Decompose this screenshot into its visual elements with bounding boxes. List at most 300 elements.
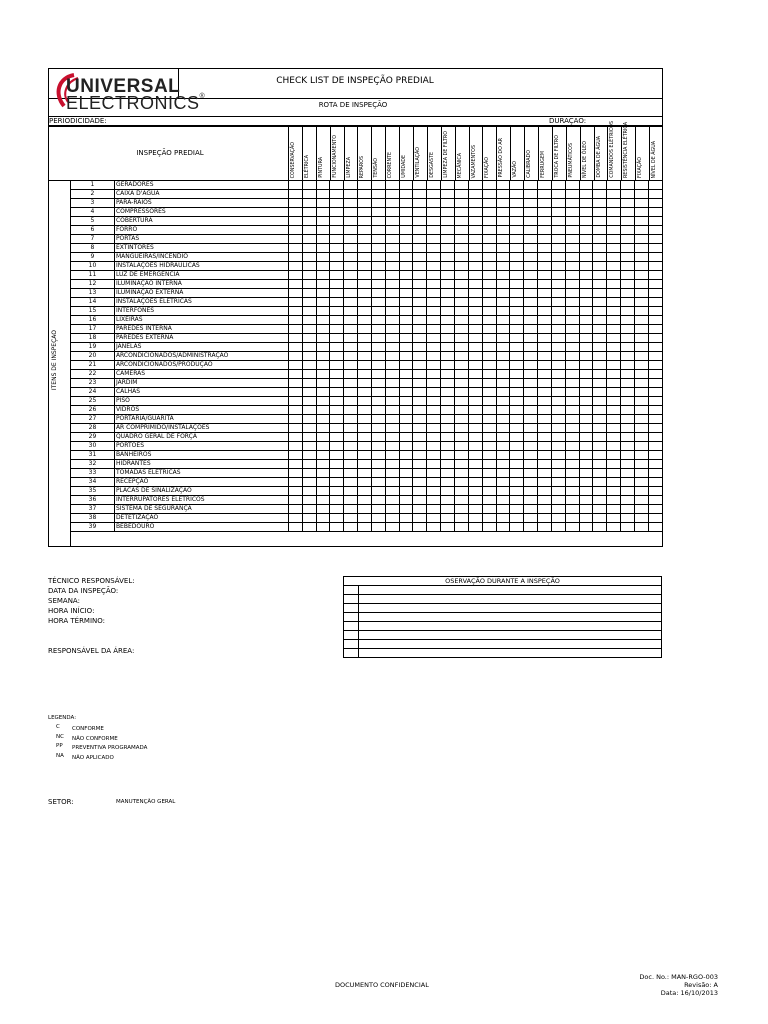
check-cell[interactable] [344, 262, 358, 271]
check-cell[interactable] [510, 235, 524, 244]
check-cell[interactable] [524, 181, 538, 190]
check-cell[interactable] [454, 478, 468, 487]
check-cell[interactable] [330, 271, 344, 280]
check-cell[interactable] [538, 244, 552, 253]
check-cell[interactable] [621, 478, 635, 487]
check-cell[interactable] [482, 370, 496, 379]
check-cell[interactable] [358, 226, 372, 235]
check-cell[interactable] [399, 523, 413, 532]
check-cell[interactable] [413, 415, 427, 424]
check-cell[interactable] [441, 397, 455, 406]
check-cell[interactable] [302, 217, 316, 226]
check-cell[interactable] [302, 289, 316, 298]
check-cell[interactable] [441, 433, 455, 442]
check-cell[interactable] [621, 415, 635, 424]
check-cell[interactable] [482, 361, 496, 370]
check-cell[interactable] [565, 226, 579, 235]
check-cell[interactable] [510, 406, 524, 415]
check-cell[interactable] [454, 280, 468, 289]
check-cell[interactable] [344, 388, 358, 397]
check-cell[interactable] [510, 451, 524, 460]
check-cell[interactable] [302, 253, 316, 262]
check-cell[interactable] [302, 352, 316, 361]
check-cell[interactable] [288, 244, 302, 253]
check-cell[interactable] [538, 370, 552, 379]
check-cell[interactable] [427, 262, 441, 271]
check-cell[interactable] [482, 343, 496, 352]
check-cell[interactable] [524, 460, 538, 469]
check-cell[interactable] [399, 424, 413, 433]
check-cell[interactable] [302, 181, 316, 190]
check-cell[interactable] [538, 289, 552, 298]
check-cell[interactable] [510, 469, 524, 478]
check-cell[interactable] [593, 496, 607, 505]
check-cell[interactable] [524, 487, 538, 496]
check-cell[interactable] [399, 433, 413, 442]
check-cell[interactable] [441, 505, 455, 514]
check-cell[interactable] [621, 325, 635, 334]
check-cell[interactable] [427, 370, 441, 379]
check-cell[interactable] [524, 469, 538, 478]
check-cell[interactable] [302, 415, 316, 424]
check-cell[interactable] [510, 325, 524, 334]
check-cell[interactable] [468, 307, 482, 316]
check-cell[interactable] [482, 217, 496, 226]
check-cell[interactable] [288, 226, 302, 235]
check-cell[interactable] [607, 280, 621, 289]
check-cell[interactable] [468, 244, 482, 253]
check-cell[interactable] [316, 244, 330, 253]
check-cell[interactable] [468, 226, 482, 235]
check-cell[interactable] [538, 352, 552, 361]
check-cell[interactable] [454, 505, 468, 514]
check-cell[interactable] [330, 514, 344, 523]
check-cell[interactable] [454, 514, 468, 523]
check-cell[interactable] [538, 217, 552, 226]
check-cell[interactable] [579, 451, 593, 460]
check-cell[interactable] [441, 487, 455, 496]
check-cell[interactable] [371, 307, 385, 316]
check-cell[interactable] [344, 199, 358, 208]
check-cell[interactable] [538, 280, 552, 289]
check-cell[interactable] [565, 361, 579, 370]
check-cell[interactable] [593, 298, 607, 307]
check-cell[interactable] [593, 460, 607, 469]
check-cell[interactable] [441, 424, 455, 433]
check-cell[interactable] [385, 343, 399, 352]
check-cell[interactable] [510, 460, 524, 469]
check-cell[interactable] [454, 217, 468, 226]
check-cell[interactable] [579, 226, 593, 235]
check-cell[interactable] [579, 487, 593, 496]
check-cell[interactable] [441, 379, 455, 388]
check-cell[interactable] [607, 433, 621, 442]
check-cell[interactable] [413, 289, 427, 298]
check-cell[interactable] [302, 325, 316, 334]
check-cell[interactable] [579, 496, 593, 505]
check-cell[interactable] [468, 253, 482, 262]
check-cell[interactable] [330, 298, 344, 307]
check-cell[interactable] [413, 451, 427, 460]
check-cell[interactable] [648, 469, 662, 478]
check-cell[interactable] [524, 190, 538, 199]
check-cell[interactable] [399, 181, 413, 190]
check-cell[interactable] [538, 190, 552, 199]
check-cell[interactable] [399, 505, 413, 514]
check-cell[interactable] [344, 271, 358, 280]
check-cell[interactable] [510, 316, 524, 325]
check-cell[interactable] [413, 262, 427, 271]
check-cell[interactable] [607, 460, 621, 469]
check-cell[interactable] [288, 316, 302, 325]
check-cell[interactable] [441, 388, 455, 397]
observation-index-cell[interactable] [344, 649, 359, 658]
check-cell[interactable] [496, 514, 510, 523]
check-cell[interactable] [399, 442, 413, 451]
check-cell[interactable] [371, 181, 385, 190]
check-cell[interactable] [648, 235, 662, 244]
check-cell[interactable] [468, 181, 482, 190]
check-cell[interactable] [634, 298, 648, 307]
check-cell[interactable] [551, 514, 565, 523]
check-cell[interactable] [593, 361, 607, 370]
check-cell[interactable] [579, 523, 593, 532]
check-cell[interactable] [538, 181, 552, 190]
check-cell[interactable] [648, 415, 662, 424]
check-cell[interactable] [621, 235, 635, 244]
check-cell[interactable] [468, 352, 482, 361]
check-cell[interactable] [482, 397, 496, 406]
check-cell[interactable] [648, 325, 662, 334]
check-cell[interactable] [427, 343, 441, 352]
check-cell[interactable] [399, 199, 413, 208]
check-cell[interactable] [634, 361, 648, 370]
check-cell[interactable] [634, 415, 648, 424]
check-cell[interactable] [358, 298, 372, 307]
check-cell[interactable] [524, 208, 538, 217]
check-cell[interactable] [441, 343, 455, 352]
check-cell[interactable] [648, 217, 662, 226]
check-cell[interactable] [648, 226, 662, 235]
check-cell[interactable] [593, 505, 607, 514]
check-cell[interactable] [358, 262, 372, 271]
check-cell[interactable] [510, 361, 524, 370]
check-cell[interactable] [330, 496, 344, 505]
check-cell[interactable] [538, 334, 552, 343]
check-cell[interactable] [621, 523, 635, 532]
check-cell[interactable] [316, 208, 330, 217]
check-cell[interactable] [634, 307, 648, 316]
check-cell[interactable] [302, 244, 316, 253]
check-cell[interactable] [579, 352, 593, 361]
check-cell[interactable] [482, 199, 496, 208]
check-cell[interactable] [607, 478, 621, 487]
check-cell[interactable] [648, 460, 662, 469]
check-cell[interactable] [565, 253, 579, 262]
check-cell[interactable] [551, 496, 565, 505]
check-cell[interactable] [385, 496, 399, 505]
check-cell[interactable] [579, 298, 593, 307]
check-cell[interactable] [316, 298, 330, 307]
check-cell[interactable] [510, 388, 524, 397]
check-cell[interactable] [510, 487, 524, 496]
check-cell[interactable] [413, 181, 427, 190]
check-cell[interactable] [330, 226, 344, 235]
check-cell[interactable] [607, 523, 621, 532]
check-cell[interactable] [565, 190, 579, 199]
check-cell[interactable] [371, 262, 385, 271]
observation-index-cell[interactable] [344, 586, 359, 595]
check-cell[interactable] [358, 415, 372, 424]
check-cell[interactable] [441, 325, 455, 334]
check-cell[interactable] [344, 280, 358, 289]
check-cell[interactable] [496, 370, 510, 379]
check-cell[interactable] [579, 370, 593, 379]
check-cell[interactable] [385, 397, 399, 406]
check-cell[interactable] [510, 523, 524, 532]
check-cell[interactable] [565, 460, 579, 469]
check-cell[interactable] [358, 451, 372, 460]
check-cell[interactable] [399, 226, 413, 235]
check-cell[interactable] [538, 388, 552, 397]
check-cell[interactable] [551, 253, 565, 262]
check-cell[interactable] [413, 217, 427, 226]
check-cell[interactable] [330, 253, 344, 262]
check-cell[interactable] [648, 289, 662, 298]
check-cell[interactable] [385, 235, 399, 244]
check-cell[interactable] [385, 298, 399, 307]
check-cell[interactable] [330, 388, 344, 397]
check-cell[interactable] [482, 316, 496, 325]
check-cell[interactable] [371, 271, 385, 280]
check-cell[interactable] [441, 244, 455, 253]
check-cell[interactable] [454, 289, 468, 298]
check-cell[interactable] [496, 253, 510, 262]
check-cell[interactable] [330, 460, 344, 469]
check-cell[interactable] [648, 334, 662, 343]
check-cell[interactable] [648, 406, 662, 415]
check-cell[interactable] [524, 334, 538, 343]
check-cell[interactable] [648, 307, 662, 316]
check-cell[interactable] [565, 388, 579, 397]
check-cell[interactable] [524, 298, 538, 307]
check-cell[interactable] [482, 433, 496, 442]
check-cell[interactable] [358, 487, 372, 496]
check-cell[interactable] [441, 181, 455, 190]
check-cell[interactable] [358, 208, 372, 217]
check-cell[interactable] [593, 190, 607, 199]
check-cell[interactable] [510, 514, 524, 523]
check-cell[interactable] [648, 280, 662, 289]
check-cell[interactable] [427, 199, 441, 208]
check-cell[interactable] [538, 505, 552, 514]
check-cell[interactable] [468, 451, 482, 460]
check-cell[interactable] [358, 379, 372, 388]
check-cell[interactable] [524, 514, 538, 523]
check-cell[interactable] [551, 262, 565, 271]
check-cell[interactable] [385, 379, 399, 388]
check-cell[interactable] [468, 523, 482, 532]
check-cell[interactable] [634, 280, 648, 289]
check-cell[interactable] [385, 181, 399, 190]
check-cell[interactable] [524, 352, 538, 361]
check-cell[interactable] [510, 433, 524, 442]
check-cell[interactable] [385, 244, 399, 253]
check-cell[interactable] [524, 406, 538, 415]
check-cell[interactable] [358, 280, 372, 289]
check-cell[interactable] [344, 433, 358, 442]
check-cell[interactable] [634, 343, 648, 352]
check-cell[interactable] [482, 190, 496, 199]
check-cell[interactable] [648, 523, 662, 532]
check-cell[interactable] [385, 388, 399, 397]
check-cell[interactable] [496, 298, 510, 307]
check-cell[interactable] [371, 343, 385, 352]
check-cell[interactable] [634, 469, 648, 478]
check-cell[interactable] [634, 325, 648, 334]
check-cell[interactable] [441, 208, 455, 217]
check-cell[interactable] [551, 325, 565, 334]
check-cell[interactable] [302, 226, 316, 235]
check-cell[interactable] [358, 343, 372, 352]
check-cell[interactable] [344, 415, 358, 424]
check-cell[interactable] [482, 424, 496, 433]
check-cell[interactable] [288, 298, 302, 307]
check-cell[interactable] [593, 316, 607, 325]
check-cell[interactable] [482, 442, 496, 451]
check-cell[interactable] [427, 352, 441, 361]
check-cell[interactable] [482, 208, 496, 217]
check-cell[interactable] [371, 244, 385, 253]
check-cell[interactable] [427, 469, 441, 478]
check-cell[interactable] [621, 262, 635, 271]
check-cell[interactable] [538, 226, 552, 235]
check-cell[interactable] [371, 298, 385, 307]
check-cell[interactable] [593, 370, 607, 379]
check-cell[interactable] [565, 523, 579, 532]
check-cell[interactable] [454, 190, 468, 199]
check-cell[interactable] [593, 280, 607, 289]
check-cell[interactable] [565, 199, 579, 208]
check-cell[interactable] [371, 253, 385, 262]
check-cell[interactable] [385, 406, 399, 415]
check-cell[interactable] [593, 523, 607, 532]
check-cell[interactable] [510, 253, 524, 262]
check-cell[interactable] [358, 505, 372, 514]
check-cell[interactable] [496, 316, 510, 325]
check-cell[interactable] [468, 397, 482, 406]
check-cell[interactable] [302, 406, 316, 415]
check-cell[interactable] [344, 514, 358, 523]
check-cell[interactable] [524, 316, 538, 325]
check-cell[interactable] [482, 334, 496, 343]
check-cell[interactable] [427, 397, 441, 406]
check-cell[interactable] [648, 298, 662, 307]
check-cell[interactable] [648, 253, 662, 262]
check-cell[interactable] [288, 280, 302, 289]
check-cell[interactable] [413, 496, 427, 505]
check-cell[interactable] [371, 505, 385, 514]
check-cell[interactable] [538, 307, 552, 316]
check-cell[interactable] [565, 424, 579, 433]
check-cell[interactable] [441, 352, 455, 361]
check-cell[interactable] [371, 415, 385, 424]
check-cell[interactable] [316, 307, 330, 316]
check-cell[interactable] [634, 523, 648, 532]
check-cell[interactable] [607, 199, 621, 208]
check-cell[interactable] [510, 352, 524, 361]
check-cell[interactable] [510, 442, 524, 451]
check-cell[interactable] [579, 478, 593, 487]
check-cell[interactable] [551, 415, 565, 424]
check-cell[interactable] [607, 388, 621, 397]
check-cell[interactable] [358, 370, 372, 379]
check-cell[interactable] [496, 190, 510, 199]
check-cell[interactable] [302, 433, 316, 442]
check-cell[interactable] [551, 460, 565, 469]
check-cell[interactable] [399, 262, 413, 271]
check-cell[interactable] [302, 370, 316, 379]
observation-text-cell[interactable] [359, 586, 662, 595]
check-cell[interactable] [344, 253, 358, 262]
check-cell[interactable] [371, 496, 385, 505]
check-cell[interactable] [538, 406, 552, 415]
check-cell[interactable] [593, 442, 607, 451]
check-cell[interactable] [454, 244, 468, 253]
check-cell[interactable] [454, 370, 468, 379]
check-cell[interactable] [371, 433, 385, 442]
check-cell[interactable] [579, 289, 593, 298]
check-cell[interactable] [385, 190, 399, 199]
check-cell[interactable] [454, 262, 468, 271]
check-cell[interactable] [579, 424, 593, 433]
check-cell[interactable] [288, 397, 302, 406]
check-cell[interactable] [648, 316, 662, 325]
check-cell[interactable] [288, 181, 302, 190]
check-cell[interactable] [468, 190, 482, 199]
check-cell[interactable] [482, 451, 496, 460]
check-cell[interactable] [316, 280, 330, 289]
check-cell[interactable] [593, 181, 607, 190]
check-cell[interactable] [454, 451, 468, 460]
check-cell[interactable] [441, 406, 455, 415]
check-cell[interactable] [399, 289, 413, 298]
check-cell[interactable] [538, 379, 552, 388]
check-cell[interactable] [330, 280, 344, 289]
check-cell[interactable] [316, 334, 330, 343]
check-cell[interactable] [621, 280, 635, 289]
check-cell[interactable] [496, 424, 510, 433]
check-cell[interactable] [565, 406, 579, 415]
check-cell[interactable] [316, 253, 330, 262]
check-cell[interactable] [538, 316, 552, 325]
check-cell[interactable] [358, 469, 372, 478]
check-cell[interactable] [302, 424, 316, 433]
check-cell[interactable] [621, 505, 635, 514]
check-cell[interactable] [551, 199, 565, 208]
check-cell[interactable] [510, 208, 524, 217]
check-cell[interactable] [288, 469, 302, 478]
check-cell[interactable] [593, 307, 607, 316]
check-cell[interactable] [344, 325, 358, 334]
check-cell[interactable] [385, 469, 399, 478]
check-cell[interactable] [607, 190, 621, 199]
check-cell[interactable] [441, 235, 455, 244]
check-cell[interactable] [468, 217, 482, 226]
check-cell[interactable] [413, 388, 427, 397]
check-cell[interactable] [399, 397, 413, 406]
check-cell[interactable] [482, 505, 496, 514]
